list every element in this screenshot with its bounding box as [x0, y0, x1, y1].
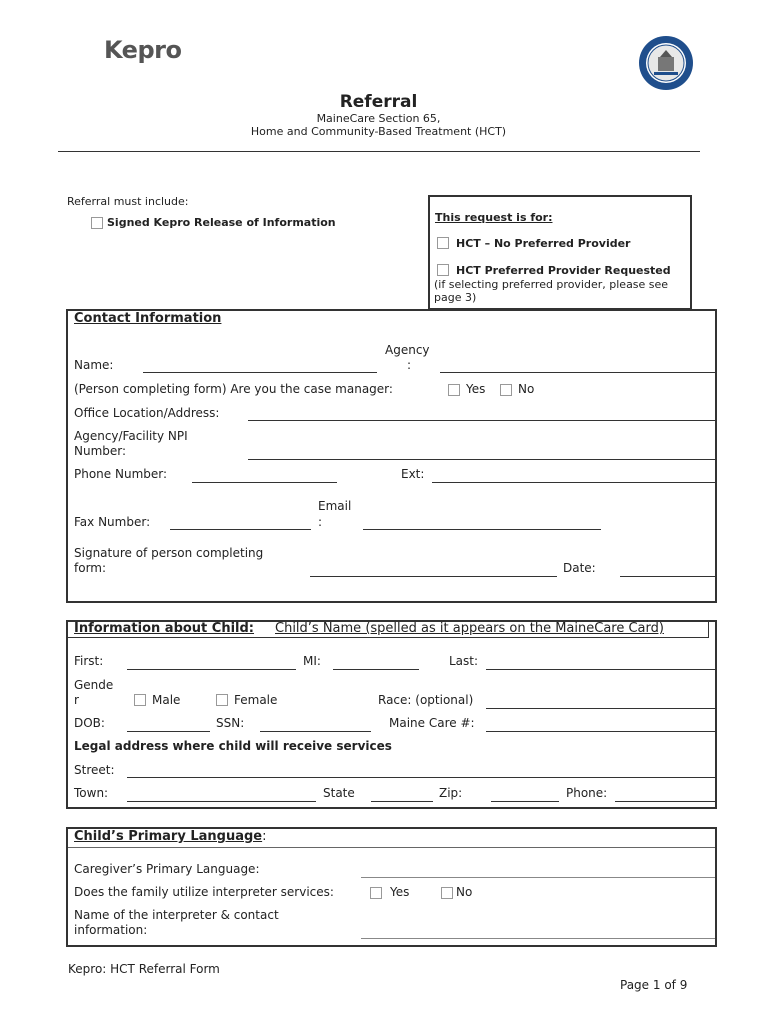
child-heading: Information about Child: — [74, 621, 255, 636]
preferred-checkbox[interactable] — [437, 264, 449, 276]
child-phone-field[interactable] — [615, 801, 715, 802]
last-label: Last: — [449, 654, 479, 668]
interpreter-no-checkbox[interactable] — [441, 887, 453, 899]
date-field[interactable] — [620, 576, 715, 577]
language-heading-colon: : — [262, 829, 267, 844]
ext-field[interactable] — [432, 482, 715, 483]
date-label: Date: — [563, 561, 596, 575]
mi-label: MI: — [303, 654, 321, 668]
preferred-label: HCT Preferred Provider Requested — [456, 264, 671, 277]
signature-field[interactable] — [310, 576, 557, 577]
language-heading — [74, 829, 267, 844]
case-manager-yes-label: Yes — [466, 382, 486, 396]
gender-label-1: Gende — [74, 678, 114, 692]
female-checkbox[interactable] — [216, 694, 228, 706]
contact-heading: Contact Information — [74, 311, 222, 326]
agency-label-1: Agency — [385, 343, 430, 357]
last-field[interactable] — [486, 669, 715, 670]
interpreter-name-field[interactable] — [361, 938, 715, 939]
mi-field[interactable] — [333, 669, 419, 670]
header-divider — [58, 151, 700, 152]
npi-field[interactable] — [248, 459, 715, 460]
first-label: First: — [74, 654, 104, 668]
kepro-logo: Kepro — [104, 36, 182, 64]
interpreter-name-label-2: information: — [74, 923, 148, 937]
npi-label-2: Number: — [74, 444, 127, 458]
name-field[interactable] — [143, 372, 377, 373]
caregiver-language-label: Caregiver’s Primary Language: — [74, 862, 260, 876]
zip-label: Zip: — [439, 786, 463, 800]
phone-field[interactable] — [192, 482, 337, 483]
legal-address-heading: Legal address where child will receive services — [74, 739, 392, 753]
case-manager-question: (Person completing form) Are you the case manager: — [74, 382, 393, 396]
footer-page-number: Page 1 of 9 — [620, 978, 688, 992]
child-subheading: Child’s Name (spelled as it appears on the MaineCare Card) — [275, 621, 664, 636]
request-heading: This request is for: — [435, 211, 553, 224]
first-field[interactable] — [127, 669, 296, 670]
town-field[interactable] — [127, 801, 316, 802]
gender-label-2: r — [74, 693, 79, 707]
male-checkbox[interactable] — [134, 694, 146, 706]
case-manager-no-checkbox[interactable] — [500, 384, 512, 396]
signature-label-1: Signature of person completing — [74, 546, 264, 560]
footer-form-name: Kepro: HCT Referral Form — [68, 962, 220, 976]
office-field[interactable] — [248, 420, 715, 421]
ssn-label: SSN: — [216, 716, 245, 730]
town-label: Town: — [74, 786, 109, 800]
preferred-note-2: page 3) — [434, 291, 477, 304]
language-heading-text: Child’s Primary Language — [74, 829, 263, 844]
interpreter-yes-checkbox[interactable] — [370, 887, 382, 899]
interpreter-question: Does the family utilize interpreter services: — [74, 885, 334, 899]
preferred-note-1: (if selecting preferred provider, please see — [434, 278, 669, 291]
ext-label: Ext: — [401, 467, 425, 481]
maine-seal-icon — [638, 35, 694, 94]
fax-field[interactable] — [170, 529, 311, 530]
mainecare-field[interactable] — [486, 731, 715, 732]
signature-label-2: form: — [74, 561, 107, 575]
case-manager-yes-checkbox[interactable] — [448, 384, 460, 396]
dob-label: DOB: — [74, 716, 105, 730]
office-label: Office Location/Address: — [74, 406, 220, 420]
no-preferred-label: HCT – No Preferred Provider — [456, 237, 631, 250]
release-checkbox[interactable] — [91, 217, 103, 229]
interpreter-no-label: No — [456, 885, 473, 899]
race-label: Race: (optional) — [378, 693, 474, 707]
state-field[interactable] — [371, 801, 433, 802]
fax-label: Fax Number: — [74, 515, 151, 529]
dob-field[interactable] — [127, 731, 210, 732]
agency-field[interactable] — [440, 372, 715, 373]
must-include-text: Referral must include: — [67, 195, 189, 208]
phone-label: Phone Number: — [74, 467, 168, 481]
no-preferred-checkbox[interactable] — [437, 237, 449, 249]
child-phone-label: Phone: — [566, 786, 608, 800]
npi-label-1: Agency/Facility NPI — [74, 429, 188, 443]
interpreter-yes-label: Yes — [390, 885, 410, 899]
ssn-field[interactable] — [260, 731, 371, 732]
email-label-2: : — [318, 515, 323, 529]
page-title: Referral — [339, 92, 418, 112]
zip-field[interactable] — [491, 801, 559, 802]
language-heading-rule — [68, 847, 715, 848]
email-label-1: Email — [318, 499, 352, 513]
male-label: Male — [152, 693, 181, 707]
email-field[interactable] — [363, 529, 601, 530]
street-field[interactable] — [127, 777, 715, 778]
release-label: Signed Kepro Release of Information — [107, 216, 336, 229]
case-manager-no-label: No — [518, 382, 535, 396]
female-label: Female — [234, 693, 278, 707]
mainecare-label: Maine Care #: — [389, 716, 475, 730]
caregiver-language-field[interactable] — [361, 877, 715, 878]
subtitle-hct: Home and Community-Based Treatment (HCT) — [250, 125, 507, 138]
child-section — [66, 620, 717, 809]
race-field[interactable] — [486, 708, 715, 709]
street-label: Street: — [74, 763, 115, 777]
subtitle-section: MaineCare Section 65, — [316, 112, 441, 125]
interpreter-name-label-1: Name of the interpreter & contact — [74, 908, 279, 922]
name-label: Name: — [74, 358, 114, 372]
state-label: State — [323, 786, 355, 800]
agency-label-2: : — [407, 358, 412, 372]
